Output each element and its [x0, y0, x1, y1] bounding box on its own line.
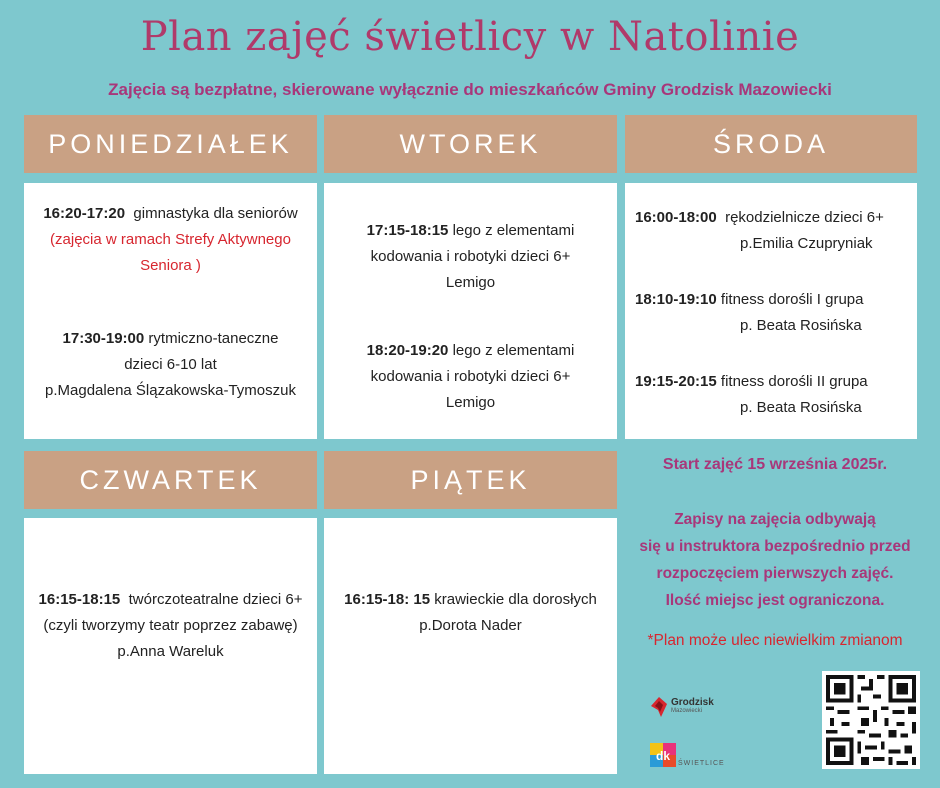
entry-activity: twórczoteatralne dzieci 6+: [128, 591, 303, 608]
entry-time: 17:30-19:00: [62, 330, 145, 347]
entry-activity: lego z elementami: [452, 342, 575, 359]
entry-instructor: p.Emilia Czupryniak: [740, 235, 873, 252]
entry-activity: lego z elementami: [452, 222, 575, 239]
header-czwartek: CZWARTEK: [24, 451, 317, 509]
svg-text:dk: dk: [655, 749, 671, 763]
entry-time: 17:15-18:15: [366, 222, 449, 239]
entry-note: (zajęcia w ramach Strefy Aktywnego: [50, 231, 291, 248]
header-sroda: ŚRODA: [625, 115, 917, 173]
signup-line: Ilość miejsc jest ograniczona.: [665, 592, 885, 609]
entry-time: 16:00-18:00: [635, 209, 717, 226]
dk-swietlice-logo: [650, 743, 725, 767]
page-title: Plan zajęć świetlicy w Natolinie: [140, 14, 800, 60]
entry-poniedzialek-1: [24, 201, 317, 279]
entry-detail: dzieci 6-10 lat: [124, 356, 217, 373]
signup-line: rozpoczęciem pierwszych zajęć.: [656, 565, 894, 582]
entry-activity: gimnastyka dla seniorów: [133, 205, 298, 222]
card-wtorek: [324, 183, 617, 439]
entry-sroda-2: [625, 287, 917, 339]
signup-info: [625, 506, 925, 614]
signup-line: się u instruktora bezpośrednio przed: [639, 538, 911, 555]
entry-time: 16:15-18: 15: [344, 591, 431, 608]
entry-instructor: Lemigo: [445, 394, 496, 411]
entry-detail: kodowania i robotyki dzieci 6+: [370, 248, 571, 265]
entry-wtorek-2: [324, 338, 617, 416]
entry-time: 16:15-18:15: [38, 591, 121, 608]
entry-detail: (czyli tworzymy teatr poprzez zabawę): [43, 617, 298, 634]
header-piatek: PIĄTEK: [324, 451, 617, 509]
entry-time: 18:20-19:20: [366, 342, 449, 359]
entry-instructor: p. Beata Rosińska: [740, 317, 862, 334]
entry-activity: fitness dorośli I grupa: [720, 291, 864, 308]
plan-note: *Plan może ulec niewielkim zmianom: [647, 632, 903, 649]
entry-activity: fitness dorośli II grupa: [720, 373, 868, 390]
grodzisk-mark-icon: [650, 696, 668, 718]
entry-instructor: p. Beata Rosińska: [740, 399, 862, 416]
header-poniedzialek: PONIEDZIAŁEK: [24, 115, 317, 173]
qr-code-icon: [822, 671, 920, 769]
grodzisk-sub: Mazowiecki: [671, 708, 703, 714]
entry-sroda-3: [625, 369, 917, 421]
entry-time: 16:20-17:20: [43, 205, 126, 222]
entry-wtorek-1: [324, 218, 617, 296]
entry-instructor: p.Dorota Nader: [419, 617, 522, 634]
entry-activity: krawieckie dla dorosłych: [434, 591, 597, 608]
entry-instructor: Lemigo: [445, 274, 496, 291]
card-czwartek: [24, 518, 317, 774]
entry-activity: rytmiczno-taneczne: [148, 330, 279, 347]
grodzisk-logo: [650, 696, 714, 718]
dk-label: ŚWIETLICE: [678, 760, 725, 767]
entry-note: Seniora ): [140, 257, 201, 274]
entry-instructor: p.Magdalena Ślązakowska-Tymoszuk: [45, 382, 296, 399]
entry-instructor: p.Anna Wareluk: [117, 643, 224, 660]
entry-time: 19:15-20:15: [635, 373, 717, 390]
signup-line: Zapisy na zajęcia odbywają: [674, 511, 876, 528]
start-date: Start zajęć 15 września 2025r.: [662, 456, 888, 473]
entry-czwartek-1: [24, 587, 317, 665]
entry-detail: kodowania i robotyki dzieci 6+: [370, 368, 571, 385]
card-poniedzialek: [24, 183, 317, 439]
page-subtitle: Zajęcia są bezpłatne, skierowane wyłącznie do mieszkańców Gminy Grodzisk Mazowiecki: [108, 80, 832, 99]
grodzisk-name: Grodzisk: [671, 697, 714, 708]
card-piatek: [324, 518, 617, 774]
entry-sroda-1: [625, 205, 917, 257]
entry-piatek-1: [324, 587, 617, 639]
dk-icon: [650, 743, 676, 767]
entry-activity: rękodzielnicze dzieci 6+: [725, 209, 884, 226]
header-wtorek: WTOREK: [324, 115, 617, 173]
entry-poniedzialek-2: [24, 326, 317, 404]
card-sroda: [625, 183, 917, 439]
entry-time: 18:10-19:10: [635, 291, 717, 308]
